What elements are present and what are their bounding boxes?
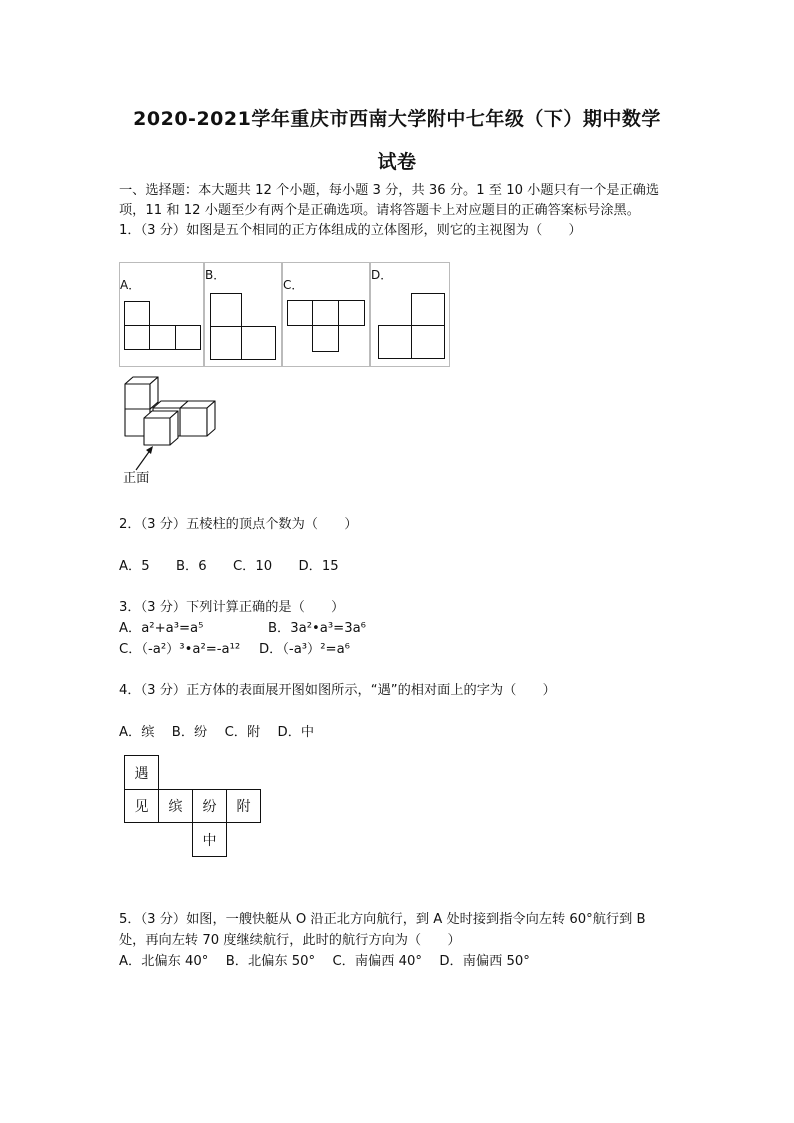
- q1-d-square: [378, 325, 412, 359]
- q1-option-b-label: B．: [205, 268, 226, 282]
- q1-c-square: [338, 300, 365, 326]
- q1-cube-solid-figure: [118, 372, 228, 452]
- section-intro-line1: 一、选择题：本大题共 12 个小题，每小题 3 分，共 36 分。1 至 10 小题只有一个是正确选: [119, 183, 660, 198]
- page-title: 2020-2021学年重庆市西南大学附中七年级（下）期中数学: [133, 108, 661, 130]
- q3-option-a: A．a²+a³=a⁵: [119, 621, 204, 636]
- q5-text-line2: 处，再向左转 70 度继续航行，此时的航行方向为（ ）: [119, 933, 461, 948]
- q3-text: 3．（3 分）下列计算正确的是（ ）: [119, 600, 345, 615]
- q1-b-square: [210, 293, 242, 327]
- q1-option-c-label: C．: [283, 278, 304, 292]
- q2-text: 2．（3 分）五棱柱的顶点个数为（ ）: [119, 517, 358, 532]
- q3-option-d: D．（-a³）²=a⁶: [259, 642, 350, 657]
- q1-d-square: [411, 325, 445, 359]
- q1-a-square: [124, 325, 150, 350]
- q3-option-b: B．3a²•a³=3a⁶: [268, 621, 366, 636]
- q4-text: 4．（3 分）正方体的表面展开图如图所示，“遇”的相对面上的字为（ ）: [119, 683, 556, 698]
- q4-options: A．缤 B．纷 C．附 D．中: [119, 725, 315, 740]
- q1-a-square: [149, 325, 176, 350]
- net-cell: 遇: [124, 755, 159, 790]
- net-cell: 附: [226, 789, 261, 823]
- q1-a-square: [175, 325, 201, 350]
- net-cell: 中: [192, 822, 227, 857]
- q1-b-square: [241, 326, 276, 360]
- q1-option-d-label: D．: [371, 268, 393, 282]
- q1-c-square: [312, 325, 339, 352]
- q3-option-c: C．（-a²）³•a²=-a¹²: [119, 642, 241, 657]
- q1-option-a-label: A．: [120, 278, 141, 292]
- q5-options: A．北偏东 40° B．北偏东 50° C．南偏西 40° D．南偏西 50°: [119, 954, 530, 969]
- front-label: 正面: [123, 471, 150, 486]
- q1-c-square: [312, 300, 339, 326]
- q1-c-square: [287, 300, 313, 326]
- q5-text-line1: 5．（3 分）如图，一艘快艇从 O 沿正北方向航行，到 A 处时接到指令向左转 60°航行到 B: [119, 912, 646, 927]
- net-cell: 纷: [192, 789, 227, 823]
- q1-b-square: [210, 326, 242, 360]
- q1-d-square: [411, 293, 445, 326]
- section-intro-line2: 项，11 和 12 小题至少有两个是正确选项。请将答题卡上对应题目的正确答案标号涂黑。: [119, 203, 640, 218]
- net-cell: 缤: [158, 789, 193, 823]
- q2-options: A．5 B．6 C．10 D．15: [119, 559, 339, 574]
- q1-a-square: [124, 301, 150, 326]
- q1-text: 1．（3 分）如图是五个相同的正方体组成的立体图形，则它的主视图为（ ）: [119, 223, 582, 238]
- page-title-line2: 试卷: [377, 151, 417, 173]
- net-cell: 见: [124, 789, 159, 823]
